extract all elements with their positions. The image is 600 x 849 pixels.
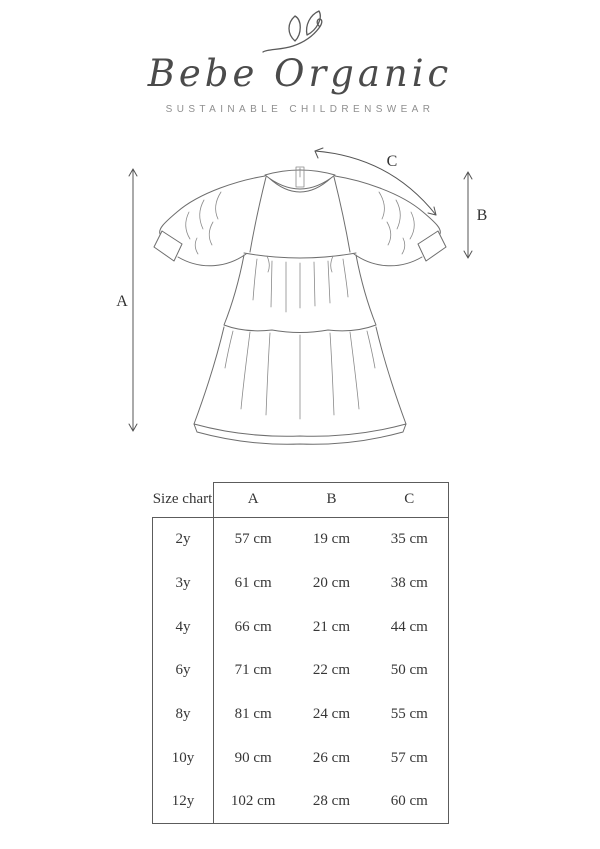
value-cell-c: 57 cm bbox=[371, 736, 449, 780]
dress-skirt-tier2-gathers bbox=[225, 331, 375, 419]
dress-sleeve-left-underside bbox=[178, 254, 246, 266]
value-cell-b: 22 cm bbox=[312, 662, 350, 679]
measurement-arrow-a bbox=[129, 169, 137, 431]
measurement-label-b: B bbox=[476, 207, 488, 224]
value-cell-a: 102 cm bbox=[214, 780, 292, 824]
measurement-label-c: C bbox=[386, 153, 398, 170]
size-cell: 6y bbox=[152, 649, 214, 693]
value-cell-c: 35 cm bbox=[371, 518, 449, 562]
value-cell-a: 71 cm bbox=[234, 662, 272, 679]
dress-skirt-tier1-gathers bbox=[253, 256, 348, 312]
measurement-label-a: A bbox=[116, 293, 128, 310]
size-cell: 4y bbox=[152, 605, 214, 649]
measurement-arrows bbox=[129, 148, 472, 431]
measurement-arrow-c bbox=[315, 148, 436, 215]
value-cell-b: 21 cm bbox=[312, 618, 350, 635]
value-cell-b: 19 cm bbox=[312, 531, 350, 548]
value-cell-b: 24 cm bbox=[312, 705, 350, 722]
size-cell: 2y bbox=[152, 518, 214, 562]
value-cell-c: 50 cm bbox=[371, 649, 449, 693]
value-cell-c: 55 cm bbox=[371, 693, 449, 737]
value-cell-c: 44 cm bbox=[371, 605, 449, 649]
size-cell: 3y bbox=[152, 562, 214, 606]
size-cell: 10y bbox=[152, 736, 214, 780]
value-cell-c: 60 cm bbox=[371, 780, 449, 824]
value-cell-b: 20 cm bbox=[312, 574, 350, 591]
brand-name: Bebe Organic bbox=[147, 52, 453, 95]
value-cell-b: 28 cm bbox=[292, 780, 370, 824]
dress-sleeve-right bbox=[335, 176, 440, 234]
column-header-c: C bbox=[371, 482, 449, 518]
value-cell-c: 38 cm bbox=[371, 562, 449, 606]
value-cell-b: 26 cm bbox=[312, 749, 350, 766]
size-chart-title: Size chart bbox=[152, 482, 214, 518]
size-cell: 12y bbox=[152, 780, 214, 824]
column-header-b: B bbox=[292, 482, 370, 518]
value-cell-a: 61 cm bbox=[234, 574, 272, 591]
dress-hem bbox=[194, 424, 406, 444]
value-cell-a: 90 cm bbox=[234, 749, 272, 766]
dress-cuff-right bbox=[418, 231, 446, 261]
measurement-arrow-b bbox=[464, 172, 472, 258]
size-cell: 8y bbox=[152, 693, 214, 737]
value-cell-a: 57 cm bbox=[234, 531, 272, 548]
column-header-a: A bbox=[214, 482, 292, 518]
brand-tagline: SUSTAINABLE CHILDRENSWEAR bbox=[165, 104, 435, 115]
value-cell-a: 66 cm bbox=[234, 618, 272, 635]
dress-sleeve-left bbox=[160, 176, 265, 234]
dress-measurement-diagram bbox=[100, 135, 500, 475]
size-chart-table bbox=[152, 482, 449, 824]
value-cell-a: 81 cm bbox=[234, 705, 272, 722]
dress-cuff-left bbox=[154, 231, 182, 261]
dress-sketch bbox=[154, 167, 446, 444]
dress-sleeve-right-underside bbox=[354, 254, 422, 266]
